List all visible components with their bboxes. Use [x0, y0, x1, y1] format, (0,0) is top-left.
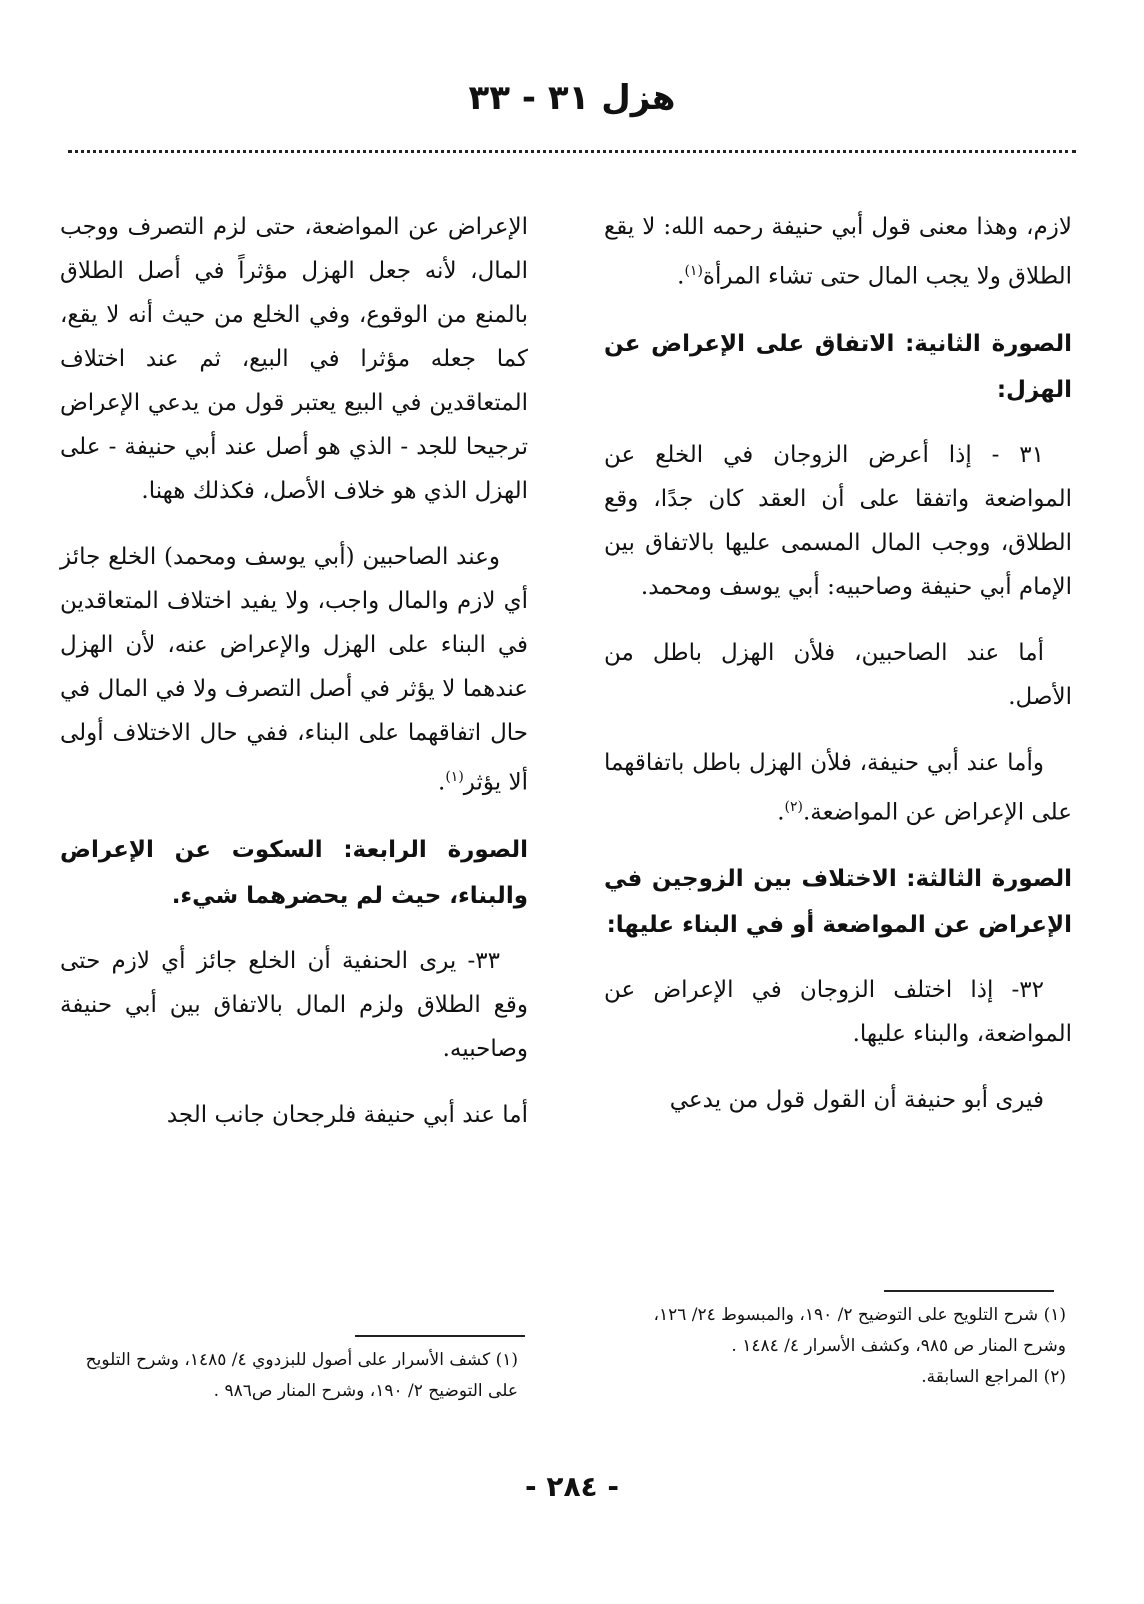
right-column [604, 205, 1072, 1144]
section-heading: الصورة الثالثة: الاختلاف بين الزوجين في الإعراض عن المواضعة أو في البناء عليها: [604, 866, 1072, 939]
running-header: هزل ٣١ - ٣٣ [468, 78, 676, 118]
footnote-ref: (١) [684, 263, 703, 279]
paragraph-end: . [677, 263, 685, 290]
footnote-ref: (٢) [784, 798, 803, 815]
paragraph [604, 741, 1072, 835]
section-heading: الصورة الرابعة: السكوت عن الإعراض والبناء، حيث لم يحضرهما شيء. [60, 836, 528, 909]
paragraph-end: . [438, 769, 446, 796]
paragraph: فيرى أبو حنيفة أن القول قول من يدعي [669, 1087, 1044, 1114]
paragraph: أما عند أبي حنيفة فلرجحان جانب الجد [166, 1101, 528, 1128]
paragraph: ٣١ - إذا أعرض الزوجان في الخلع عن المواضعة واتفقا على أن العقد كان جدًا، وقع الطلاق، ووجب المال المسمى عليها بالاتفاق بين الإمام أبي حنيفة وصاحبيه: أبي يوسف ومحمد. [604, 441, 1072, 600]
paragraph: ٣٢- إذا اختلف الزوجان في الإعراض عن المواضعة، والبناء عليها. [604, 977, 1072, 1048]
page-number: - ٢٨٤ - [524, 1470, 620, 1503]
footnote: (١) شرح التلويح على التوضيح ٢/ ١٩٠، والمبسوط ٢٤/ ١٢٦، وشرح المنار ص ٩٨٥، وكشف الأسرار ٤/ ١٤٨٤ . [653, 1305, 1066, 1356]
paragraph-text: وأما عند أبي حنيفة، فلأن الهزل باطل باتفاقهما على الإعراض عن المواضعة. [604, 749, 1072, 826]
footnote: (١) كشف الأسرار على أصول للبزدوي ٤/ ١٤٨٥، وشرح التلويح على التوضيح ٢/ ١٩٠، وشرح المنار ص٩٨٦ . [85, 1350, 518, 1401]
paragraph [60, 535, 528, 805]
paragraph-text: لازم، وهذا معنى قول أبي حنيفة رحمه الله: لا يقع الطلاق ولا يجب المال حتى تشاء المرأة [604, 214, 1072, 290]
footnotes-left [78, 1345, 518, 1407]
paragraph-text: وعند الصاحبين (أبي يوسف ومحمد) الخلع جائز أي لازم والمال واجب، ولا يفيد اختلاف المتعاقدين في البناء على الهزل والإعراض عنه، لأن الهزل عندهما لا يؤثر في أصل التصرف ولا في المال في حال اتفاقهما على البناء، ففي حال الاختلاف أولى ألا يؤثر [60, 544, 528, 796]
paragraph: أما عند الصاحبين، فلأن الهزل باطل من الأصل. [604, 639, 1072, 710]
section-heading: الصورة الثانية: الاتفاق على الإعراض عن الهزل: [604, 330, 1072, 403]
paragraph-end: . [777, 799, 785, 826]
footnote: (٢) المراجع السابقة. [921, 1367, 1066, 1387]
paragraph: الإعراض عن المواضعة، حتى لزم التصرف ووجب المال، لأنه جعل الهزل مؤثراً في أصل الطلاق بالمنع من الوقوع، وفي الخلع من حيث أنه لا يقع، كما جعله مؤثرا في البيع، ثم عند اختلاف المتعاقدين في البيع يعتبر قول من يدعي الإعراض ترجيحا للجد - الذي هو أصل عند أبي حنيفة - على الهزل الذي هو خلاف الأصل، فكذلك ههنا. [60, 214, 528, 504]
paragraph: ٣٣- يرى الحنفية أن الخلع جائز أي لازم حتى وقع الطلاق ولزم المال بالاتفاق بين أبي حنيفة وصاحبيه. [60, 947, 528, 1062]
footnote-separator [884, 1290, 1054, 1292]
header-dotted-rule [68, 150, 1076, 153]
footnotes-right [606, 1300, 1066, 1393]
left-column [60, 205, 528, 1159]
footnote-separator [355, 1335, 525, 1337]
paragraph [604, 205, 1072, 299]
footnote-ref: (١) [445, 769, 464, 785]
